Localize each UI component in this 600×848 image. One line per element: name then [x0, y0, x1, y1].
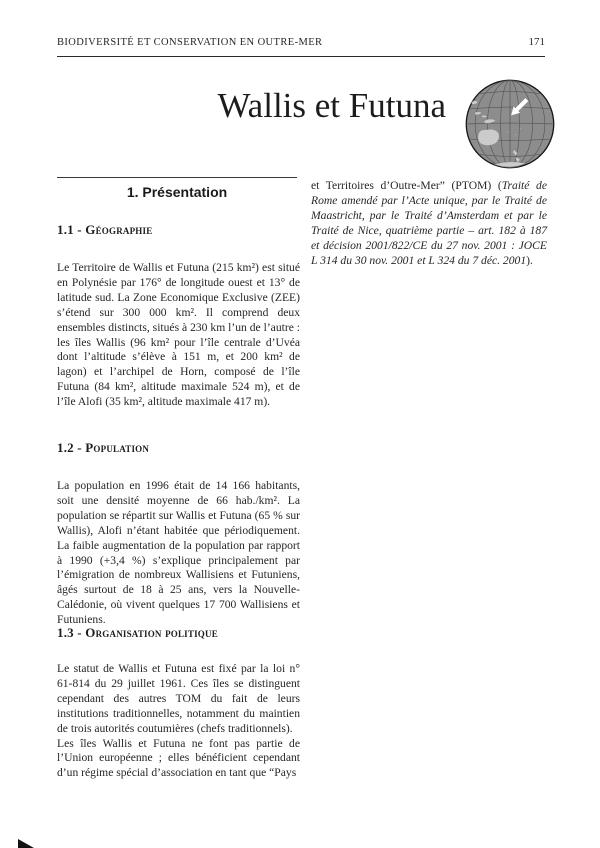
subsection-heading-organisation-politique: 1.3 - Organisation politique — [57, 625, 218, 640]
running-header-title: BIODIVERSITÉ ET CONSERVATION EN OUTRE-MER — [57, 37, 323, 48]
continuation-citation: Traité de Rome amendé par l’Acte unique, par le Traité de Maastricht, par le Traité d’Amsterdam et par le Traité de Nice, quatrième partie – art. 182 à 187 et décision 2001/822/CE du 27 nov. 2001 : JOCE L 314 du 30 nov. 2001 et L 324 du 7 déc. 2001 — [311, 179, 547, 267]
continuation-close: ). — [526, 253, 533, 267]
continuation-lead: et Territoires d’Outre-Mer” (PTOM) ( — [311, 179, 502, 192]
section-heading: 1. Présentation — [126, 184, 228, 200]
paragraph-geographie: Le Territoire de Wallis et Futuna (215 km²) est situé en Polynésie par 176° de longitude ouest et 13° de latitude sud. La Zone Economique Exclusive (ZEE) s’étend sur 300 000 km². Il comprend deux ensembles distincts, situés à 230 km l’un de l’autre : les îles Wallis (96 km² pour l’île centrale d’Uvéa dont l’altitude s’élève à 151 m, et 200 km² de lagon) et l’archipel de Horn, composé de l’île Futuna (84 km², altitude maximale 524 m), et de l’île Alofi (35 km², altitude maximale 417 m). — [57, 261, 300, 409]
page-corner-mark — [18, 839, 34, 848]
globe-svg — [463, 77, 557, 171]
continuation-paragraph — [311, 179, 547, 268]
paragraph-population: La population en 1996 était de 14 166 habitants, soit une densité moyenne de 66 hab./km². La population se répartit sur Wallis et Futuna (65 % sur Wallis), Alofi n’étant habitée que périodiquement. La faible augmentation de la population par rapport à 1990 (+3,4 %) s’explique principalement par l’émigration de nombreux Wallisiens et Futuniens, âgés surtout de 18 à 25 ans, vers la Nouvelle-Calédonie, où vivent quelques 17 700 Wallisiens et Futuniens. — [57, 479, 300, 627]
pacific-globe-icon — [463, 77, 557, 171]
running-header — [57, 36, 545, 48]
page-title: Wallis et Futuna — [217, 86, 446, 125]
subsection-heading-geographie: 1.1 - Géographie — [57, 222, 153, 237]
paragraph-organisation-politique — [57, 662, 300, 781]
page-number: 171 — [528, 36, 545, 48]
header-rule — [57, 56, 545, 57]
section-rule — [57, 177, 297, 178]
paragraph-statut: Le statut de Wallis et Futuna est fixé par la loi n° 61-814 du 29 juillet 1961. Ces îles se distinguent cependant des autres TOM du fait de leurs institutions traditionnelles, notamment du maintien de trois autorités coutumières (chefs traditionnels). — [57, 662, 300, 735]
subsection-heading-population: 1.2 - Population — [57, 440, 150, 455]
paragraph-union-europeenne: Les îles Wallis et Futuna ne font pas partie de l’Union européenne ; elles bénéficient cependant d’un régime spécial d’association en tant que “Pays — [57, 736, 300, 780]
